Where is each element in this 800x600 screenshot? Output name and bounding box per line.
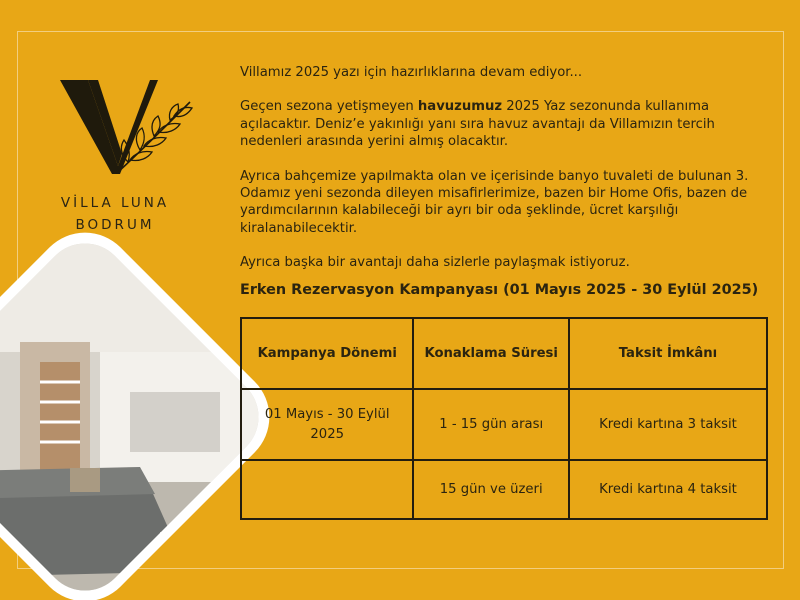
campaign-title: Erken Rezervasyon Kampanyası (01 Mayıs 2025 - 30 Eylül 2025) — [240, 282, 759, 298]
table-row — [241, 460, 767, 519]
campaign-table — [240, 317, 768, 520]
cell-installment: Kredi kartına 4 taksit — [569, 460, 767, 519]
header-stay-duration: Konaklama Süresi — [413, 318, 569, 389]
intro-paragraph-1: Villamız 2025 yazı için hazırlıklarına devam ediyor... — [240, 65, 583, 80]
cell-period: 01 Mayıs - 30 Eylül 2025 — [241, 389, 413, 460]
intro-paragraph-4: Ayrıca başka bir avantajı daha sizlerle paylaşmak istiyoruz. — [240, 255, 630, 271]
intro-paragraph-3: Ayrıca bahçemize yapılmakta olan ve içerisinde banyo tuvaleti de bulunan 3. Odamız yeni sezonda dileyen misafirlerimize, bazen bir Home Ofis, bazen de yardımcılarının kalabileceği bir ayrı bir oda şeklinde, ücret karşılığı kiralanabilecektir. — [240, 168, 749, 236]
logo-v-olive-icon — [58, 74, 198, 184]
header-installment: Taksit İmkânı — [569, 318, 767, 389]
header-campaign-period: Kampanya Dönemi — [241, 318, 413, 389]
intro-text — [240, 64, 775, 289]
intro-paragraph-2 — [240, 98, 775, 150]
cell-installment: Kredi kartına 3 taksit — [569, 389, 767, 460]
cell-period — [241, 460, 413, 519]
brand-city: BODRUM — [75, 217, 155, 233]
intro-p2-before: Geçen sezona yetişmeyen — [240, 99, 418, 115]
brand-name: VİLLA LUNA — [60, 195, 170, 211]
intro-p2-bold: havuzumuz — [417, 99, 503, 115]
table-header-row — [241, 318, 767, 389]
table-row — [241, 389, 767, 460]
intro-p2-after: 2025 Yaz sezonunda kullanıma açılacaktır. Deniz’e yakınlığı yanı sıra havuz avantajı da Villamızın tercih nedenleri arasında yerini almış olacaktır. — [240, 99, 715, 150]
cell-duration: 1 - 15 gün arası — [413, 389, 569, 460]
cell-duration: 15 gün ve üzeri — [413, 460, 569, 519]
brand-logo — [40, 70, 220, 240]
